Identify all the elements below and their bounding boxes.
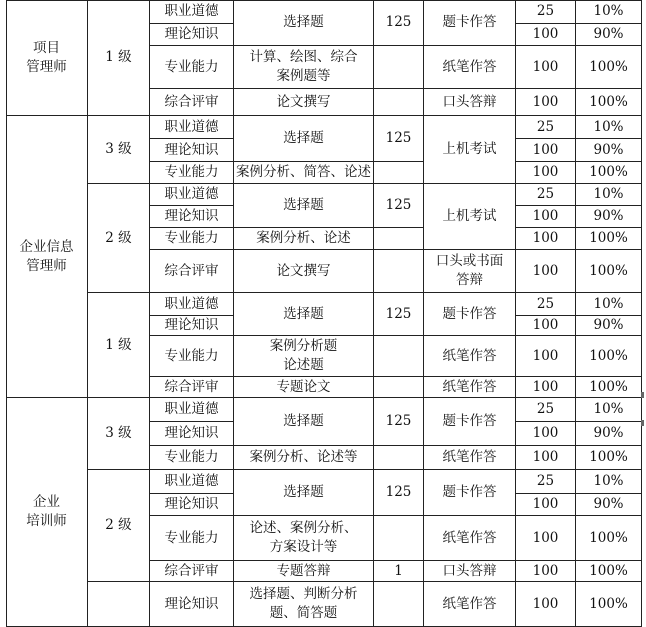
cell-text: 纸笔作答: [442, 449, 497, 465]
cell-text: 100: [532, 141, 559, 158]
cell-text: 100%: [589, 230, 628, 246]
cell-text: 100: [532, 595, 559, 612]
content-cell: [234, 446, 374, 470]
exam-structure-table: [6, 0, 642, 627]
subject-cell: [150, 116, 234, 139]
cell-text: 90%: [593, 208, 624, 224]
score-cell: [516, 116, 576, 139]
cell-text: 专业能力: [164, 449, 219, 465]
cell-text: 职业道德: [164, 3, 219, 19]
count-cell: [374, 516, 424, 561]
cell-text: 1 级: [105, 336, 132, 353]
content-cell: [234, 516, 374, 561]
level-cell: [88, 582, 150, 627]
weight-cell: [576, 398, 642, 422]
cell-text: 100: [532, 262, 559, 279]
subject-cell: [150, 446, 234, 470]
content-cell: [234, 561, 374, 582]
cell-text: 100: [532, 449, 559, 465]
method-cell: [424, 0, 516, 46]
cell-text: 90%: [593, 26, 624, 42]
weight-cell: [576, 184, 642, 206]
count-cell: [374, 446, 424, 470]
level-cell: [88, 116, 150, 184]
cell-text: 3 级: [105, 141, 132, 157]
cell-text: 选择题: [283, 484, 324, 500]
cell-text: 专业能力: [164, 230, 219, 246]
count-cell: [374, 162, 424, 184]
group-project-manager: [6, 0, 88, 116]
cell-text: 纸笔作答: [442, 529, 497, 546]
content-cell: [234, 0, 374, 46]
score-cell: [516, 516, 576, 561]
subject-cell: [150, 46, 234, 89]
cell-text: 案例分析题 论述题: [269, 338, 338, 373]
cell-text: 理论知识: [164, 26, 219, 42]
weight-cell: [576, 0, 642, 24]
cell-text: 125: [385, 14, 412, 30]
score-cell: [516, 206, 576, 228]
cell-text: 选择题、判断分析 题、简答题: [249, 586, 358, 621]
cell-text: 2 级: [105, 517, 132, 533]
cell-text: 100%: [589, 529, 628, 546]
weight-cell: [576, 470, 642, 494]
score-cell: [516, 336, 576, 377]
subject-cell: [150, 139, 234, 162]
score-cell: [516, 377, 576, 398]
cell-text: 90%: [593, 317, 624, 333]
cell-text: 100%: [589, 347, 628, 364]
score-cell: [516, 398, 576, 422]
cell-text: 10%: [593, 118, 624, 135]
scroll-marker: [641, 420, 644, 426]
count-cell: [374, 89, 424, 116]
cell-text: 1 级: [105, 49, 132, 65]
score-cell: [516, 228, 576, 250]
score-cell: [516, 582, 576, 627]
cell-text: 100: [532, 164, 559, 180]
cell-text: 计算、绘图、综合 案例题等: [249, 49, 358, 84]
cell-text: 25: [536, 295, 555, 312]
cell-text: 理论知识: [164, 317, 219, 333]
cell-text: 100%: [589, 562, 628, 579]
cell-text: 上机考试: [442, 208, 497, 224]
cell-text: 125: [385, 413, 412, 429]
cell-text: 125: [385, 130, 412, 146]
weight-cell: [576, 316, 642, 336]
count-cell: [374, 250, 424, 293]
cell-text: 10%: [593, 473, 624, 489]
cell-text: 题卡作答: [442, 413, 497, 429]
content-cell: [234, 162, 374, 184]
count-cell: [374, 0, 424, 46]
cell-text: 100: [532, 317, 559, 333]
cell-text: 90%: [593, 425, 624, 441]
weight-cell: [576, 46, 642, 89]
weight-cell: [576, 446, 642, 470]
cell-text: 125: [385, 305, 412, 322]
cell-text: 选择题: [283, 130, 324, 146]
weight-cell: [576, 89, 642, 116]
subject-cell: [150, 293, 234, 316]
score-cell: [516, 446, 576, 470]
cell-text: 专业能力: [164, 347, 219, 364]
count-cell: [374, 293, 424, 336]
cell-text: 100%: [589, 262, 628, 279]
level-cell: [88, 293, 150, 398]
cell-text: 专业能力: [164, 529, 219, 546]
content-cell: [234, 250, 374, 293]
subject-cell: [150, 582, 234, 627]
weight-cell: [576, 293, 642, 316]
cell-text: 理论知识: [164, 496, 219, 512]
weight-cell: [576, 422, 642, 446]
score-cell: [516, 184, 576, 206]
cell-text: 口头答辩: [442, 562, 497, 579]
cell-text: 职业道德: [164, 473, 219, 489]
score-cell: [516, 470, 576, 494]
weight-cell: [576, 561, 642, 582]
cell-text: 选择题: [283, 305, 324, 322]
group-enterprise-trainer: [6, 398, 88, 627]
method-cell: [424, 116, 516, 184]
cell-text: 125: [385, 484, 412, 500]
cell-text: 选择题: [283, 14, 324, 30]
cell-text: 综合评审: [164, 562, 219, 579]
cell-text: 案例分析、论述等: [249, 449, 358, 465]
cell-text: 90%: [593, 141, 624, 158]
method-cell: [424, 250, 516, 293]
subject-cell: [150, 422, 234, 446]
cell-text: 企业 培训师: [26, 494, 67, 529]
cell-text: 题卡作答: [442, 14, 497, 30]
group-enterprise-info-manager: [6, 116, 88, 398]
method-cell: [424, 89, 516, 116]
cell-text: 1: [394, 562, 403, 579]
weight-cell: [576, 116, 642, 139]
cell-text: 专题答辩: [276, 562, 331, 579]
count-cell: [374, 561, 424, 582]
cell-text: 选择题: [283, 413, 324, 429]
method-cell: [424, 516, 516, 561]
subject-cell: [150, 162, 234, 184]
subject-cell: [150, 0, 234, 24]
score-cell: [516, 162, 576, 184]
cell-text: 100%: [589, 164, 628, 180]
cell-text: 纸笔作答: [442, 347, 497, 364]
subject-cell: [150, 24, 234, 46]
cell-text: 2 级: [105, 229, 132, 246]
cell-text: 100%: [589, 449, 628, 465]
cell-text: 题卡作答: [442, 484, 497, 500]
content-cell: [234, 228, 374, 250]
cell-text: 纸笔作答: [442, 595, 497, 612]
subject-cell: [150, 494, 234, 516]
cell-text: 理论知识: [164, 141, 219, 158]
subject-cell: [150, 336, 234, 377]
content-cell: [234, 293, 374, 336]
cell-text: 职业道德: [164, 118, 219, 135]
content-cell: [234, 377, 374, 398]
count-cell: [374, 582, 424, 627]
method-cell: [424, 293, 516, 336]
cell-text: 100: [532, 529, 559, 546]
score-cell: [516, 561, 576, 582]
method-cell: [424, 470, 516, 516]
cell-text: 理论知识: [164, 425, 219, 441]
scroll-marker: [641, 392, 644, 398]
method-cell: [424, 46, 516, 89]
content-cell: [234, 184, 374, 228]
cell-text: 100: [532, 208, 559, 224]
weight-cell: [576, 516, 642, 561]
cell-text: 10%: [593, 186, 624, 202]
level-cell: [88, 470, 150, 582]
level-cell: [88, 398, 150, 470]
cell-text: 100: [532, 562, 559, 579]
cell-text: 口头或书面 答辩: [435, 253, 504, 288]
cell-text: 10%: [593, 295, 624, 312]
cell-text: 综合评审: [164, 262, 219, 279]
content-cell: [234, 582, 374, 627]
subject-cell: [150, 516, 234, 561]
cell-text: 企业信息 管理师: [19, 238, 74, 274]
level-cell: [88, 0, 150, 116]
cell-text: 100: [532, 230, 559, 246]
cell-text: 10%: [593, 3, 624, 19]
score-cell: [516, 494, 576, 516]
cell-text: 25: [536, 473, 555, 489]
cell-text: 100: [532, 93, 559, 110]
content-cell: [234, 336, 374, 377]
subject-cell: [150, 206, 234, 228]
cell-text: 论文撰写: [276, 262, 331, 279]
cell-text: 案例分析、论述: [256, 230, 351, 246]
cell-text: 论述、案例分析、 方案设计等: [249, 520, 358, 555]
cell-text: 综合评审: [164, 378, 219, 395]
cell-text: 职业道德: [164, 401, 219, 417]
weight-cell: [576, 24, 642, 46]
score-cell: [516, 293, 576, 316]
cell-text: 专题论文: [276, 378, 331, 395]
cell-text: 项目 管理师: [26, 39, 67, 75]
cell-text: 案例分析、简答、论述: [236, 164, 371, 180]
content-cell: [234, 116, 374, 162]
count-cell: [374, 398, 424, 446]
method-cell: [424, 184, 516, 250]
subject-cell: [150, 398, 234, 422]
subject-cell: [150, 470, 234, 494]
cell-text: 选择题: [283, 197, 324, 213]
cell-text: 100: [532, 58, 559, 75]
cell-text: 专业能力: [164, 164, 219, 180]
method-cell: [424, 398, 516, 446]
subject-cell: [150, 184, 234, 206]
cell-text: 25: [536, 401, 555, 417]
weight-cell: [576, 206, 642, 228]
cell-text: 100%: [589, 93, 628, 110]
content-cell: [234, 470, 374, 516]
count-cell: [374, 116, 424, 162]
count-cell: [374, 336, 424, 377]
weight-cell: [576, 494, 642, 516]
cell-text: 纸笔作答: [442, 58, 497, 75]
cell-text: 100%: [589, 378, 628, 395]
count-cell: [374, 46, 424, 89]
cell-text: 职业道德: [164, 186, 219, 202]
weight-cell: [576, 582, 642, 627]
weight-cell: [576, 139, 642, 162]
subject-cell: [150, 377, 234, 398]
cell-text: 100: [532, 425, 559, 441]
weight-cell: [576, 336, 642, 377]
cell-text: 综合评审: [164, 93, 219, 110]
content-cell: [234, 89, 374, 116]
cell-text: 125: [385, 197, 412, 213]
count-cell: [374, 184, 424, 228]
cell-text: 口头答辩: [442, 93, 497, 110]
subject-cell: [150, 89, 234, 116]
score-cell: [516, 24, 576, 46]
weight-cell: [576, 377, 642, 398]
cell-text: 职业道德: [164, 295, 219, 312]
cell-text: 题卡作答: [442, 305, 497, 322]
method-cell: [424, 336, 516, 377]
cell-text: 100: [532, 496, 559, 512]
cell-text: 纸笔作答: [442, 378, 497, 395]
score-cell: [516, 316, 576, 336]
score-cell: [516, 46, 576, 89]
cell-text: 理论知识: [164, 595, 219, 612]
count-cell: [374, 228, 424, 250]
method-cell: [424, 446, 516, 470]
score-cell: [516, 422, 576, 446]
count-cell: [374, 470, 424, 516]
score-cell: [516, 89, 576, 116]
count-cell: [374, 377, 424, 398]
cell-text: 专业能力: [164, 58, 219, 75]
cell-text: 25: [536, 118, 555, 135]
cell-text: 3 级: [105, 425, 132, 441]
cell-text: 上机考试: [442, 141, 497, 157]
cell-text: 90%: [593, 496, 624, 512]
score-cell: [516, 139, 576, 162]
method-cell: [424, 561, 516, 582]
cell-text: 理论知识: [164, 208, 219, 224]
cell-text: 100%: [589, 595, 628, 612]
subject-cell: [150, 250, 234, 293]
content-cell: [234, 398, 374, 446]
subject-cell: [150, 228, 234, 250]
content-cell: [234, 46, 374, 89]
subject-cell: [150, 316, 234, 336]
cell-text: 25: [536, 186, 555, 202]
weight-cell: [576, 162, 642, 184]
cell-text: 论文撰写: [276, 93, 331, 110]
cell-text: 100: [532, 26, 559, 42]
subject-cell: [150, 561, 234, 582]
cell-text: 100: [532, 378, 559, 395]
cell-text: 10%: [593, 401, 624, 417]
weight-cell: [576, 228, 642, 250]
cell-text: 25: [536, 3, 555, 19]
weight-cell: [576, 250, 642, 293]
method-cell: [424, 377, 516, 398]
method-cell: [424, 582, 516, 627]
level-cell: [88, 184, 150, 293]
score-cell: [516, 0, 576, 24]
score-cell: [516, 250, 576, 293]
cell-text: 100%: [589, 58, 628, 75]
cell-text: 100: [532, 347, 559, 364]
